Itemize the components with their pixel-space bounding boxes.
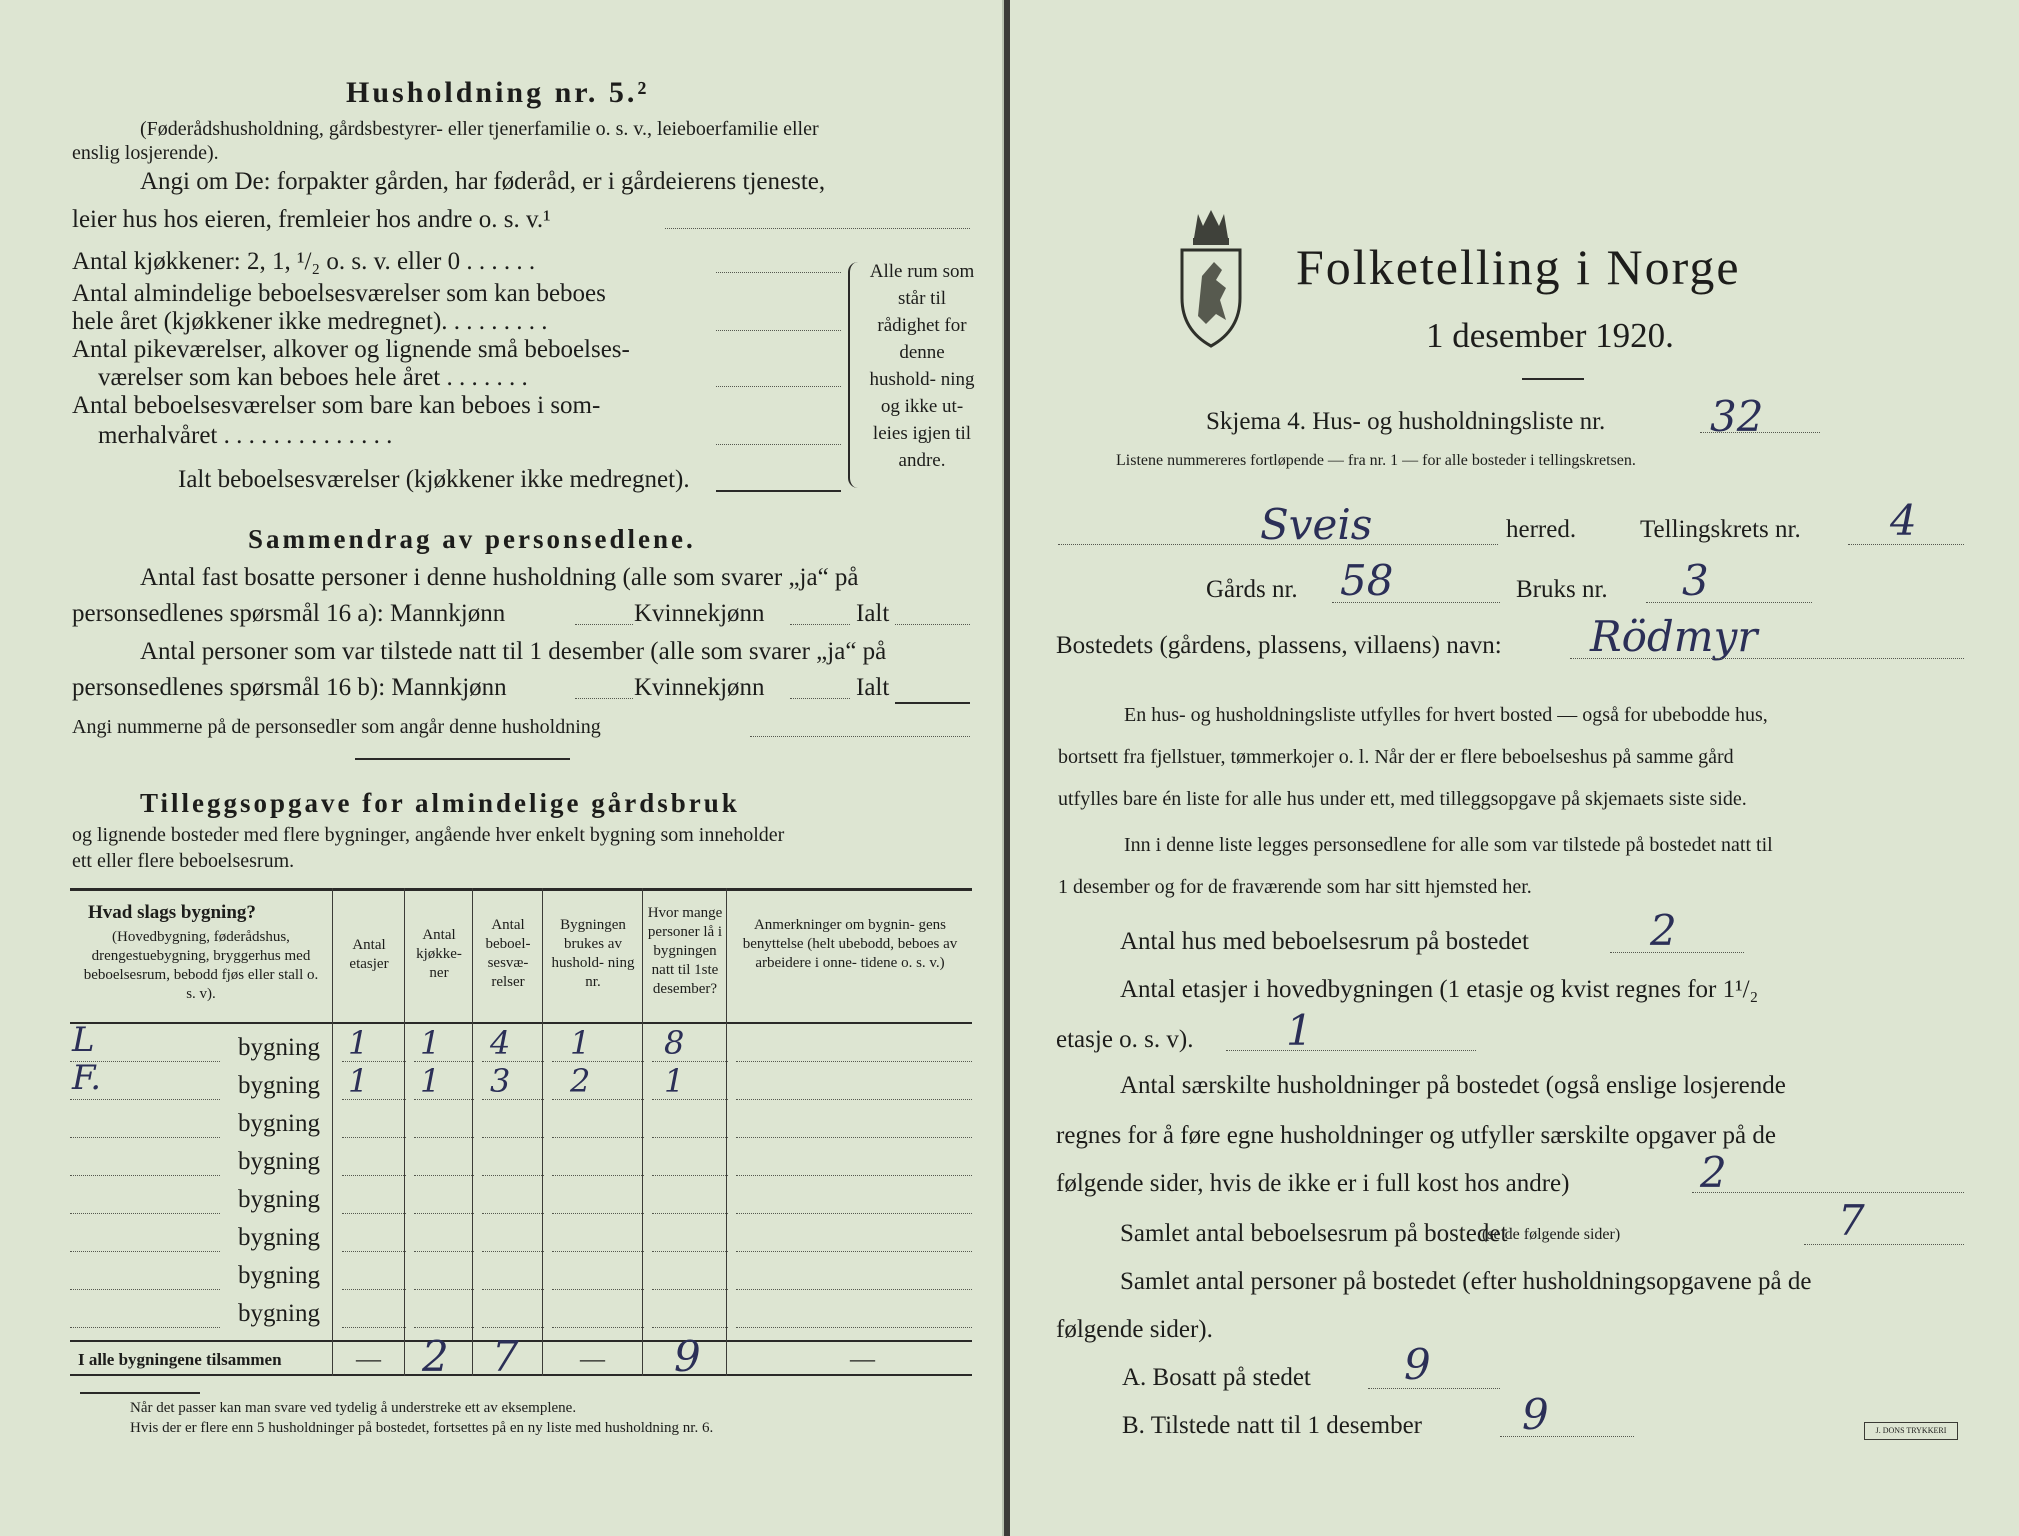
- q-rum-note: (se de følgende sider): [1482, 1226, 1621, 1243]
- row-value: 2: [570, 1062, 591, 1100]
- angi-nummerne: Angi nummerne på de personsedler som angår denne husholdning: [72, 716, 601, 738]
- brace: [848, 262, 864, 488]
- household-paren-2: enslig losjerende).: [72, 142, 219, 164]
- row-label: bygning: [238, 1300, 320, 1327]
- tellingskrets-label: Tellingskrets nr.: [1640, 516, 1801, 543]
- row-value: 1: [348, 1024, 369, 1062]
- table-head-type: Hvad slags bygning?: [88, 902, 256, 923]
- tillegg-text-2: ett eller flere beboelsesrum.: [72, 850, 295, 872]
- kvinne-label-1: Kvinnekjønn: [634, 600, 765, 627]
- table-head-beboelses: Antal beboel- sesvæ- relser: [485, 917, 531, 990]
- building-table: [70, 888, 972, 1381]
- q-hush-value: 2: [1700, 1148, 1727, 1197]
- bosatt-label: A. Bosatt på stedet: [1122, 1364, 1311, 1391]
- gards-value: 58: [1340, 556, 1394, 605]
- bruks-value: 3: [1682, 556, 1709, 605]
- rooms-line-5: værelser som kan beboes hele året . . . . . . .: [98, 364, 528, 391]
- coat-of-arms-icon: [1176, 204, 1246, 350]
- bruks-label: Bruks nr.: [1516, 576, 1608, 603]
- census-date: 1 desember 1920.: [1426, 316, 1674, 355]
- instr-line-3: utfylles bare én liste for alle hus under ett, med tilleggsopgave på skjemaets siste side.: [1058, 788, 1747, 810]
- printer-stamp: J. DONS TRYKKERI: [1864, 1422, 1958, 1440]
- tillegg-text-1: og lignende bosteder med flere bygninger, angående hver enkelt bygning som inneholder: [72, 824, 785, 846]
- skjema-nr: 32: [1710, 392, 1764, 441]
- ialt-rooms: Ialt beboelsesværelser (kjøkkener ikke medregnet).: [178, 466, 690, 493]
- tellingskrets-value: 4: [1890, 496, 1917, 545]
- rooms-line-6: Antal beboelsesværelser som bare kan beboes i som-: [72, 392, 601, 419]
- bosted-label: Bostedets (gårdens, plassens, villaens) navn:: [1056, 632, 1502, 659]
- table-head-anmerkninger: Anmerkninger om bygnin- gens benyttelse (helt ubebodd, beboes av arbeidere i onne- tidene o. s. v.): [742, 917, 958, 971]
- total-husholdning: —: [580, 1346, 605, 1373]
- summary-line-3: Antal personer som var tilstede natt til 1 desember (alle som svarer „ja“ på: [140, 638, 887, 665]
- table-head-etasjer: Antal etasjer: [349, 937, 389, 972]
- footnote-1: Når det passer kan man svare ved tydelig å understreke ett av eksemplene.: [130, 1400, 577, 1416]
- q-hush-line-1: Antal særskilte husholdninger på bostedet (også enslige losjerende: [1120, 1072, 1786, 1099]
- row-value: 8: [664, 1024, 685, 1062]
- rooms-line-7: merhalvåret . . . . . . . . . . . . . .: [98, 422, 393, 449]
- row-value: 4: [490, 1024, 511, 1062]
- rooms-line-1: Antal kjøkkener: 2, 1, ¹/₂ o. s. v. eller 0 . . . . . .: [72, 248, 536, 275]
- total-personer: 9: [674, 1332, 701, 1381]
- skjema-label: Skjema 4. Hus- og husholdningsliste nr.: [1206, 408, 1606, 435]
- table-head-husholdning: Bygningen brukes av hushold- ning nr.: [551, 917, 635, 990]
- q-hush-line-2: regnes for å føre egne husholdninger og utfyller særskilte opgaver på de: [1056, 1122, 1776, 1149]
- ialt-label-1: Ialt: [856, 600, 890, 627]
- table-row: [70, 1142, 972, 1180]
- angi-line-1: Angi om De: forpakter gården, har føderåd, er i gårdeierens tjeneste,: [140, 168, 826, 195]
- footnote-2: Hvis der er flere enn 5 husholdninger på bostedet, fortsettes på en ny liste med husholdning nr. 6.: [130, 1420, 714, 1436]
- household-title: Husholdning nr. 5.²: [346, 76, 650, 109]
- herred-value: Sveis: [1260, 500, 1373, 549]
- bosatt-value: 9: [1404, 1340, 1431, 1389]
- table-row: [70, 1180, 972, 1218]
- q-hus-value: 2: [1650, 906, 1677, 955]
- total-anmerkninger: —: [850, 1346, 875, 1373]
- instr-line-1: En hus- og husholdningsliste utfylles for hvert bosted — også for ubebodde hus,: [1124, 704, 1768, 726]
- summary-title: Sammendrag av personsedlene.: [248, 524, 696, 554]
- row-building-type: F.: [72, 1058, 102, 1098]
- table-head-kjokkener: Antal kjøkke- ner: [416, 927, 462, 981]
- q-pers-line-2: følgende sider).: [1056, 1316, 1213, 1343]
- row-value: 1: [348, 1062, 369, 1100]
- q-rum-label: Samlet antal beboelsesrum på bostedet: [1120, 1220, 1508, 1247]
- table-row: [70, 1058, 972, 1104]
- q-etasjer-line-2: etasje o. s. v).: [1056, 1026, 1194, 1053]
- listene-note: Listene nummereres fortløpende — fra nr. 1 — for alle bosteder i tellingskretsen.: [1116, 452, 1636, 469]
- brace-note: Alle rum som står til rådighet for denne hushold- ning og ikke ut- leies igjen til andre.: [869, 261, 975, 471]
- row-value: 1: [420, 1024, 441, 1062]
- q-pers-line-1: Samlet antal personer på bostedet (efter husholdningsopgavene på de: [1120, 1268, 1812, 1295]
- q-rum-value: 7: [1838, 1196, 1865, 1245]
- row-label: bygning: [238, 1034, 320, 1061]
- total-etasjer: —: [356, 1346, 381, 1373]
- census-title: Folketelling i Norge: [1296, 239, 1741, 295]
- row-value: 3: [490, 1062, 511, 1100]
- rooms-line-3: hele året (kjøkkener ikke medregnet). . . . . . . . .: [72, 308, 548, 335]
- summary-line-1: Antal fast bosatte personer i denne husholdning (alle som svarer „ja“ på: [140, 564, 859, 591]
- total-kjokkener: 2: [422, 1332, 449, 1381]
- q-hush-line-3: følgende sider, hvis de ikke er i full kost hos andre): [1056, 1170, 1570, 1197]
- row-value: 1: [664, 1062, 685, 1100]
- gards-label: Gårds nr.: [1206, 576, 1298, 603]
- table-row: [70, 1020, 972, 1066]
- summary-line-4: personsedlenes spørsmål 16 b): Mannkjønn: [72, 674, 507, 701]
- table-row: [70, 1218, 972, 1256]
- left-page: [0, 0, 1004, 1536]
- row-value: 1: [420, 1062, 441, 1100]
- row-label: bygning: [238, 1224, 320, 1251]
- table-head-type-sub: (Hovedbygning, føderådshus, drengestuebygning, bryggerhus med beboelsesrum, bebodd fjøs eller stall o. s. v).: [83, 929, 319, 1002]
- row-label: bygning: [238, 1072, 320, 1099]
- q-hus-label: Antal hus med beboelsesrum på bostedet: [1120, 928, 1529, 955]
- tilstede-value: 9: [1522, 1390, 1549, 1439]
- bosted-value: Rödmyr: [1590, 612, 1758, 661]
- instr-line-2: bortsett fra fjellstuer, tømmerkojer o. l. Når der er flere beboelseshus på samme gård: [1058, 746, 1734, 768]
- tillegg-title: Tilleggsopgave for almindelige gårdsbruk: [140, 788, 740, 818]
- row-building-type: L: [72, 1020, 95, 1060]
- household-paren-1: (Føderådshusholdning, gårdsbestyrer- eller tjenerfamilie o. s. v., leieboerfamilie eller: [140, 118, 819, 140]
- total-beboelses: 7: [492, 1332, 519, 1381]
- ialt-label-2: Ialt: [856, 674, 890, 701]
- table-row: [70, 1104, 972, 1142]
- row-label: bygning: [238, 1110, 320, 1137]
- table-total-label: I alle bygningene tilsammen: [78, 1350, 282, 1369]
- right-page: [1010, 0, 2019, 1536]
- q-etasjer-value: 1: [1286, 1006, 1313, 1055]
- tilstede-label: B. Tilstede natt til 1 desember: [1122, 1412, 1422, 1439]
- instr-line-4: Inn i denne liste legges personsedlene for alle som var tilstede på bostedet natt til: [1124, 834, 1773, 856]
- q-etasjer-line-1: Antal etasjer i hovedbygningen (1 etasje og kvist regnes for 1¹/₂: [1120, 976, 1759, 1003]
- row-label: bygning: [238, 1186, 320, 1213]
- row-label: bygning: [238, 1148, 320, 1175]
- angi-line-2: leier hus hos eieren, fremleier hos andre o. s. v.¹: [72, 206, 551, 233]
- rooms-line-2: Antal almindelige beboelsesværelser som kan beboes: [72, 280, 606, 307]
- kvinne-label-2: Kvinnekjønn: [634, 674, 765, 701]
- table-head-personer: Hvor mange personer lå i bygningen natt til 1ste desember?: [647, 905, 723, 997]
- rooms-line-4: Antal pikeværelser, alkover og lignende små beboelses-: [72, 336, 630, 363]
- table-row: [70, 1256, 972, 1294]
- table-row: [70, 1294, 972, 1332]
- row-label: bygning: [238, 1262, 320, 1289]
- row-value: 1: [570, 1024, 591, 1062]
- summary-line-2: personsedlenes spørsmål 16 a): Mannkjønn: [72, 600, 506, 627]
- herred-label: herred.: [1506, 516, 1577, 543]
- instr-line-5: 1 desember og for de fraværende som har sitt hjemsted her.: [1058, 876, 1532, 898]
